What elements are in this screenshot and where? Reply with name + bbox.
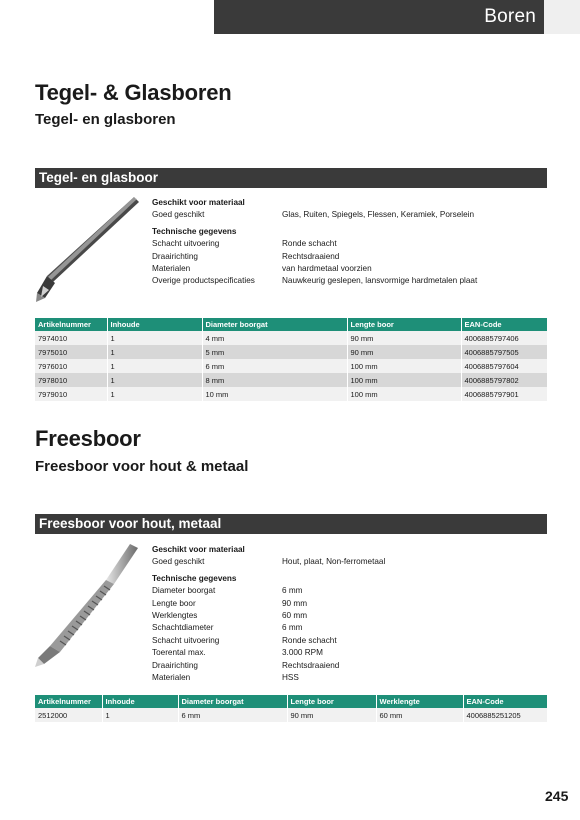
table-cell: 4006885797604: [461, 359, 547, 373]
table-row: [35, 708, 547, 722]
product2-bar: Freesboor voor hout, metaal: [35, 514, 547, 534]
col-header: Artikelnummer: [35, 695, 102, 708]
spec-row: [152, 238, 477, 250]
table-cell: 6 mm: [178, 708, 287, 722]
chapter-tab-edge: [544, 0, 580, 34]
table-cell: 90 mm: [347, 331, 461, 345]
product2-table: [35, 695, 547, 722]
table-header-row: [35, 695, 547, 708]
spec-group-title: Technische gegevens: [152, 226, 237, 236]
spec-row: [152, 598, 385, 610]
table-cell: 1: [102, 708, 178, 722]
spec-row: [152, 622, 385, 634]
spec-row: [152, 275, 477, 287]
table-row: [35, 359, 547, 373]
spec-key: Toerental max.: [152, 648, 206, 658]
col-header: EAN-Code: [463, 695, 547, 708]
spec-value: van hardmetaal voorzien: [282, 264, 372, 274]
section1-title: Tegel- & Glasboren: [35, 80, 232, 105]
spec-row: [152, 672, 385, 684]
col-header: Lengte boor: [347, 318, 461, 331]
spec-group-title: Technische gegevens: [152, 573, 237, 583]
tile-glass-drill-bit-image: [33, 194, 143, 304]
section1-subtitle: Tegel- en glasboren: [35, 111, 176, 128]
table-cell: 7976010: [35, 359, 107, 373]
table-cell: 7974010: [35, 331, 107, 345]
table-row: [35, 373, 547, 387]
table-cell: 8 mm: [202, 373, 347, 387]
spec-key: Lengte boor: [152, 598, 196, 608]
table-cell: 7979010: [35, 387, 107, 401]
table-cell: 100 mm: [347, 359, 461, 373]
spec-row: [152, 585, 385, 597]
spec-value: Nauwkeurig geslepen, lansvormige hardmetalen plaat: [282, 276, 478, 286]
table-cell: 7978010: [35, 373, 107, 387]
spec-row: [152, 660, 385, 672]
spec-value: Ronde schacht: [282, 635, 337, 645]
table-cell: 1: [107, 373, 202, 387]
spec-value: HSS: [282, 673, 299, 683]
product1-table: [35, 318, 547, 401]
chapter-tab-label: Boren: [484, 6, 536, 27]
table-cell: 100 mm: [347, 373, 461, 387]
section2-subtitle: Freesboor voor hout & metaal: [35, 458, 249, 475]
table-row: [35, 387, 547, 401]
spec-row: [152, 647, 385, 659]
spec-group-title: Geschikt voor materiaal: [152, 198, 245, 207]
spec-key: Overige productspecificaties: [152, 276, 255, 286]
col-header: Werklengte: [376, 695, 463, 708]
spec-value: 60 mm: [282, 611, 308, 621]
page-number: 245: [545, 788, 569, 804]
table-cell: 60 mm: [376, 708, 463, 722]
spec-value: 6 mm: [282, 586, 303, 596]
table-cell: 1: [107, 359, 202, 373]
col-header: Diameter boorgat: [202, 318, 347, 331]
spec-value: Glas, Ruiten, Spiegels, Flessen, Keramiek, Porselein: [282, 210, 475, 220]
table-cell: 4006885251205: [463, 708, 547, 722]
spec-key: Schachtdiameter: [152, 623, 214, 633]
table-cell: 4 mm: [202, 331, 347, 345]
table-header-row: [35, 318, 547, 331]
table-cell: 5 mm: [202, 345, 347, 359]
col-header: Diameter boorgat: [178, 695, 287, 708]
spec-key: Schacht uitvoering: [152, 635, 220, 645]
table-cell: 1: [107, 387, 202, 401]
product2-specs: [152, 544, 385, 684]
spec-key: Goed geschikt: [152, 557, 205, 567]
spec-key: Materialen: [152, 264, 191, 274]
table-cell: 4006885797802: [461, 373, 547, 387]
spec-row: [152, 635, 385, 647]
spec-key: Draairichting: [152, 660, 198, 670]
table-cell: 90 mm: [347, 345, 461, 359]
spec-value: Rechtsdraaiend: [282, 251, 340, 261]
product1-specs: [152, 197, 477, 288]
table-row: [35, 345, 547, 359]
router-drill-bit-image: [30, 540, 142, 670]
table-cell: 90 mm: [287, 708, 376, 722]
table-cell: 100 mm: [347, 387, 461, 401]
table-cell: 4006885797406: [461, 331, 547, 345]
col-header: Inhoude: [102, 695, 178, 708]
section2-title: Freesboor: [35, 426, 141, 451]
spec-value: 90 mm: [282, 598, 308, 608]
table-cell: 10 mm: [202, 387, 347, 401]
spec-key: Draairichting: [152, 251, 198, 261]
spec-row: [152, 610, 385, 622]
spec-value: 6 mm: [282, 623, 303, 633]
spec-group-title: Geschikt voor materiaal: [152, 545, 245, 554]
table-cell: 4006885797505: [461, 345, 547, 359]
spec-row: [152, 263, 477, 275]
col-header: Lengte boor: [287, 695, 376, 708]
spec-value: Ronde schacht: [282, 239, 337, 249]
table-cell: 7975010: [35, 345, 107, 359]
spec-row: [152, 251, 477, 263]
spec-key: Schacht uitvoering: [152, 239, 220, 249]
col-header: Artikelnummer: [35, 318, 107, 331]
spec-value: Rechtsdraaiend: [282, 660, 340, 670]
spec-value: Hout, plaat, Non-ferrometaal: [282, 557, 386, 567]
spec-key: Diameter boorgat: [152, 586, 216, 596]
col-header: Inhoude: [107, 318, 202, 331]
table-cell: 4006885797901: [461, 387, 547, 401]
table-cell: 2512000: [35, 708, 102, 722]
chapter-tab: [214, 0, 544, 34]
table-cell: 6 mm: [202, 359, 347, 373]
table-row: [35, 331, 547, 345]
col-header: EAN-Code: [461, 318, 547, 331]
spec-key: Goed geschikt: [152, 210, 205, 220]
spec-key: Werklengtes: [152, 611, 198, 621]
spec-value: 3.000 RPM: [282, 648, 323, 658]
spec-row: [152, 556, 385, 568]
product1-bar: Tegel- en glasboor: [35, 168, 547, 188]
spec-key: Materialen: [152, 673, 191, 683]
table-cell: 1: [107, 331, 202, 345]
table-cell: 1: [107, 345, 202, 359]
spec-row: [152, 209, 477, 221]
